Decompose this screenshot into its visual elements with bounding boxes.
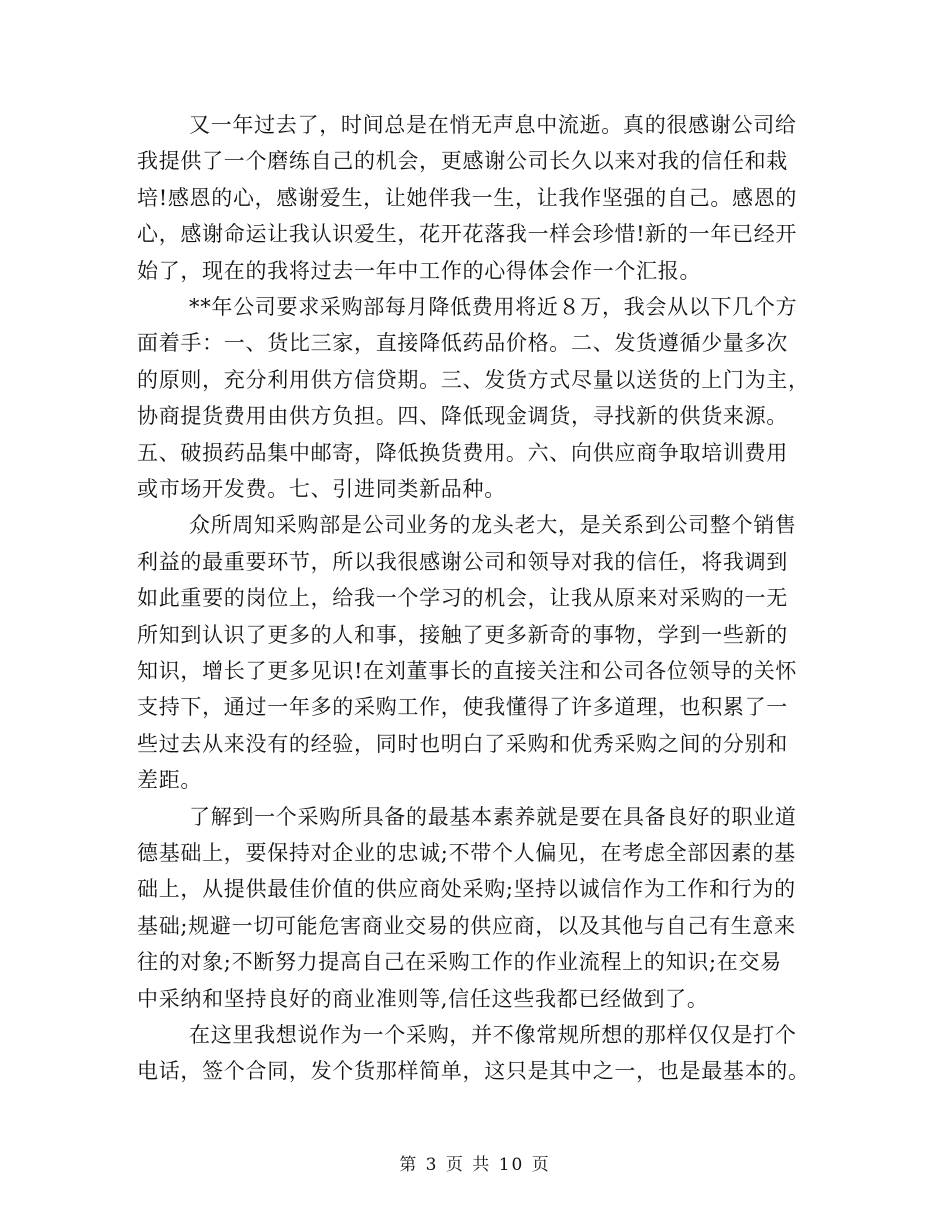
paragraph-4-line-1: 了解到一个采购所具备的最基本素养就是要在具备良好的职业道 [189,804,797,829]
paragraph-2-line-4: 协商提货费用由供方负担。四、降低现金调货，寻找新的供货来源。 [137,404,788,429]
paragraph-3-line-8: 差距。 [137,768,203,793]
paragraph-3-line-3: 如此重要的岗位上，给我一个学习的机会，让我从原来对采购的一无 [137,586,788,611]
paragraph-3-line-7: 些过去从来没有的经验，同时也明白了采购和优秀采购之间的分别和 [137,731,788,756]
paragraph-3-line-4: 所知到认识了更多的人和事，接触了更多新奇的事物，学到一些新的 [137,622,788,647]
paragraph-3-line-6: 支持下，通过一年多的采购工作，使我懂得了许多道理，也积累了一 [137,695,788,720]
paragraph-3-line-2: 利益的最重要环节，所以我很感谢公司和领导对我的信任，将我调到 [137,549,788,574]
paragraph-1-line-2: 我提供了一个磨练自己的机会，更感谢公司长久以来对我的信任和栽 [137,149,788,174]
paragraph-4-line-2: 德基础上，要保持对企业的忠诚;不带个人偏见，在考虑全部因素的基 [137,841,796,865]
paragraph-1-line-1: 又一年过去了，时间总是在悄无声息中流逝。真的很感谢公司给 [189,113,797,137]
paragraph-1-line-4: 心，感谢命运让我认识爱生，花开花落我一样会珍惜!新的一年已经开 [137,222,798,247]
paragraph-5-line-1: 在这里我想说作为一个采购，并不像常规所想的那样仅仅是打个 [189,1023,797,1047]
paragraph-4-line-5: 往的对象;不断努力提高自己在采购工作的作业流程上的知识;在交易 [137,950,782,975]
paragraph-2-line-3: 的原则，充分利用供方信贷期。三、发货方式尽量以送货的上门为主， [137,367,810,392]
paragraph-3-line-5: 知识，增长了更多见识!在刘董事长的直接关注和公司各位领导的关怀 [137,659,798,683]
paragraph-4-line-3: 础上，从提供最佳价值的供应商处采购;坚持以诚信作为工作和行为的 [137,877,796,902]
paragraph-1-line-5: 始了，现在的我将过去一年中工作的心得体会作一个汇报。 [137,258,702,283]
paragraph-2-line-6: 或市场开发费。七、引进同类新品种。 [137,477,506,501]
paragraph-5-line-2: 电话，签个合同，发个货那样简单，这只是其中之一，也是最基本的。 [137,1059,810,1084]
page-number: 第 3 页 共 10 页 [399,1155,551,1175]
paragraph-3-line-1: 众所周知采购部是公司业务的龙头老大，是关系到公司整个销售 [189,513,797,538]
paragraph-2-line-5: 五、破损药品集中邮寄，降低换货费用。六、向供应商争取培训费用 [137,440,788,465]
paragraph-2-line-2: 面着手：一、货比三家，直接降低药品价格。二、发货遵循少量多次 [137,331,788,356]
paragraph-2-line-1: **年公司要求采购部每月降低费用将近８万，我会从以下几个方 [189,295,798,319]
paragraph-4-line-4: 基础;规避一切可能危害商业交易的供应商，以及其他与自己有生意来 [137,913,796,938]
paragraph-1-line-3: 培!感恩的心，感谢爱生，让她伴我一生，让我作坚强的自己。感恩的 [137,185,798,210]
paragraph-4-line-6: 中采纳和坚持良好的商业准则等,信任这些我都已经做到了。 [137,986,709,1011]
